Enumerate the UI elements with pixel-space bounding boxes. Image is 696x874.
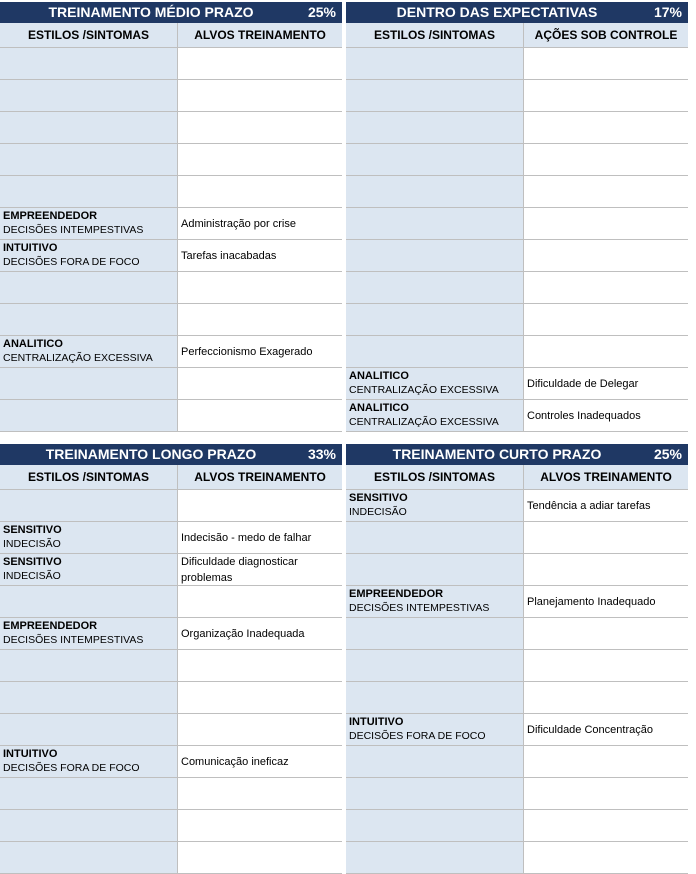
target-cell <box>178 240 342 271</box>
target-cell <box>524 368 688 399</box>
symptom-text: DECISÕES FORA DE FOCO <box>349 730 486 742</box>
style-name: ANALITICO <box>349 370 409 382</box>
target-cell <box>524 490 688 521</box>
table-row <box>346 682 688 714</box>
target-cell <box>178 746 342 777</box>
target-cell <box>524 554 688 585</box>
style-symptom-cell <box>346 522 524 553</box>
table-row <box>0 554 342 586</box>
style-name: EMPREENDEDOR <box>3 620 98 632</box>
style-symptom-cell <box>0 682 178 713</box>
target-cell <box>178 112 342 143</box>
column-header-row <box>346 465 688 490</box>
table-row <box>346 304 688 336</box>
symptom-text: DECISÕES FORA DE FOCO <box>3 762 140 774</box>
column-header-row <box>0 23 342 48</box>
style-symptom-cell <box>346 810 524 841</box>
table-row <box>346 336 688 368</box>
style-name: SENSITIVO <box>349 492 408 504</box>
style-name: INTUITIVO <box>349 716 404 728</box>
column-header-row <box>0 465 342 490</box>
panel-within-expectations <box>346 2 688 432</box>
style-symptom-cell <box>346 176 524 207</box>
target-cell <box>178 176 342 207</box>
style-symptom-cell <box>0 490 178 521</box>
style-name: INTUITIVO <box>3 748 58 760</box>
target-cell <box>524 714 688 745</box>
style-name: ANALITICO <box>349 402 409 414</box>
style-symptom-cell <box>0 400 178 431</box>
column-header-styles: ESTILOS /SINTOMAS <box>0 23 178 47</box>
panel-percent: 25% <box>653 446 682 462</box>
target-cell <box>178 272 342 303</box>
style-symptom-cell <box>0 618 178 649</box>
panel-percent: 25% <box>307 4 336 20</box>
target-cell <box>524 842 688 873</box>
panel-percent: 17% <box>653 4 682 20</box>
style-symptom-cell <box>346 272 524 303</box>
target-cell <box>524 336 688 367</box>
target-cell <box>524 144 688 175</box>
panel-title: TREINAMENTO LONGO PRAZO <box>45 446 257 462</box>
target-cell <box>524 112 688 143</box>
table-row <box>346 144 688 176</box>
table-row <box>0 746 342 778</box>
style-symptom-cell <box>0 208 178 239</box>
target-cell <box>524 650 688 681</box>
table-row <box>0 176 342 208</box>
target-cell <box>524 176 688 207</box>
symptom-text: CENTRALIZAÇÃO EXCESSIVA <box>349 384 499 396</box>
style-symptom-cell <box>0 112 178 143</box>
symptom-text: CENTRALIZAÇÃO EXCESSIVA <box>3 352 153 364</box>
panel-long-term-training <box>0 444 342 874</box>
style-symptom-cell <box>346 48 524 79</box>
style-symptom-cell <box>346 586 524 617</box>
panel-medium-term-training <box>0 2 342 432</box>
target-cell <box>524 746 688 777</box>
symptom-text: INDECISÃO <box>3 570 61 582</box>
target-cell <box>524 400 688 431</box>
target-cell <box>178 490 342 521</box>
target-text: Planejamento Inadequado <box>527 595 656 608</box>
column-header-row <box>346 23 688 48</box>
style-symptom-cell <box>346 682 524 713</box>
style-symptom-cell <box>0 272 178 303</box>
table-row <box>346 240 688 272</box>
style-symptom-cell <box>0 240 178 271</box>
table-row <box>346 208 688 240</box>
table-row <box>346 80 688 112</box>
panel-title: DENTRO DAS EXPECTATIVAS <box>396 4 598 20</box>
table-row <box>346 810 688 842</box>
panel-title-bar <box>0 444 342 465</box>
style-name: EMPREENDEDOR <box>349 588 444 600</box>
style-symptom-cell <box>346 112 524 143</box>
target-text: Comunicação ineficaz <box>181 755 289 768</box>
column-header-targets: ALVOS TREINAMENTO <box>194 470 326 484</box>
target-cell <box>178 682 342 713</box>
style-symptom-cell <box>0 80 178 111</box>
style-symptom-cell <box>0 176 178 207</box>
table-row <box>0 272 342 304</box>
style-symptom-cell <box>0 304 178 335</box>
target-cell <box>178 368 342 399</box>
panel-title: TREINAMENTO CURTO PRAZO <box>392 446 602 462</box>
style-symptom-cell <box>0 810 178 841</box>
style-name: ANALITICO <box>3 338 63 350</box>
table-row <box>0 240 342 272</box>
target-cell <box>524 778 688 809</box>
target-cell <box>178 778 342 809</box>
target-cell <box>178 336 342 367</box>
style-symptom-cell <box>0 336 178 367</box>
table-row <box>0 336 342 368</box>
panel-title-bar <box>346 2 688 23</box>
table-row <box>346 554 688 586</box>
symptom-text: DECISÕES INTEMPESTIVAS <box>349 602 490 614</box>
target-cell <box>524 240 688 271</box>
column-header-styles: ESTILOS /SINTOMAS <box>346 465 524 489</box>
table-row <box>0 522 342 554</box>
style-symptom-cell <box>0 48 178 79</box>
style-symptom-cell <box>346 80 524 111</box>
symptom-text: INDECISÃO <box>349 506 407 518</box>
target-text: Controles Inadequados <box>527 409 641 422</box>
panel-percent: 33% <box>307 446 336 462</box>
column-header-styles: ESTILOS /SINTOMAS <box>0 465 178 489</box>
style-name: SENSITIVO <box>3 556 62 568</box>
column-header-targets: ALVOS TREINAMENTO <box>194 28 326 42</box>
target-text: Dificuldade Concentração <box>527 723 653 736</box>
table-row <box>0 618 342 650</box>
table-row <box>0 586 342 618</box>
style-symptom-cell <box>0 554 178 585</box>
table-row <box>346 48 688 80</box>
target-cell <box>524 80 688 111</box>
target-cell <box>178 144 342 175</box>
target-text: Tarefas inacabadas <box>181 249 277 262</box>
target-cell <box>178 554 342 585</box>
style-symptom-cell <box>346 400 524 431</box>
style-symptom-cell <box>346 650 524 681</box>
target-text: Administração por crise <box>181 217 296 230</box>
style-symptom-cell <box>346 304 524 335</box>
column-header-styles: ESTILOS /SINTOMAS <box>346 23 524 47</box>
target-cell <box>178 304 342 335</box>
symptom-text: CENTRALIZAÇÃO EXCESSIVA <box>349 416 499 428</box>
table-row <box>346 272 688 304</box>
panel-title: TREINAMENTO MÉDIO PRAZO <box>48 4 254 20</box>
target-cell <box>178 618 342 649</box>
style-symptom-cell <box>0 586 178 617</box>
style-symptom-cell <box>346 554 524 585</box>
table-row <box>346 400 688 432</box>
target-cell <box>178 586 342 617</box>
style-name: SENSITIVO <box>3 524 62 536</box>
symptom-text: DECISÕES FORA DE FOCO <box>3 256 140 268</box>
table-row <box>346 368 688 400</box>
style-symptom-cell <box>346 746 524 777</box>
table-row <box>0 778 342 810</box>
target-text: Dificuldade diagnosticar problemas <box>181 555 298 584</box>
style-symptom-cell <box>0 778 178 809</box>
table-row <box>346 586 688 618</box>
style-symptom-cell <box>346 336 524 367</box>
target-cell <box>178 48 342 79</box>
target-cell <box>178 208 342 239</box>
style-symptom-cell <box>346 842 524 873</box>
table-row <box>346 490 688 522</box>
table-row <box>346 746 688 778</box>
target-cell <box>178 650 342 681</box>
table-row <box>346 618 688 650</box>
table-row <box>0 208 342 240</box>
style-symptom-cell <box>346 368 524 399</box>
table-row <box>0 842 342 874</box>
table-row <box>0 80 342 112</box>
style-symptom-cell <box>0 144 178 175</box>
target-cell <box>524 208 688 239</box>
target-text: Dificuldade de Delegar <box>527 377 639 390</box>
table-row <box>346 778 688 810</box>
target-cell <box>524 48 688 79</box>
style-symptom-cell <box>0 842 178 873</box>
style-name: EMPREENDEDOR <box>3 210 98 222</box>
target-cell <box>178 400 342 431</box>
table-row <box>0 650 342 682</box>
table-row <box>346 842 688 874</box>
target-text: Perfeccionismo Exagerado <box>181 345 313 358</box>
style-symptom-cell <box>346 240 524 271</box>
table-row <box>0 682 342 714</box>
target-cell <box>524 586 688 617</box>
target-cell <box>524 522 688 553</box>
table-row <box>346 176 688 208</box>
style-symptom-cell <box>0 714 178 745</box>
column-header-targets: AÇÕES SOB CONTROLE <box>534 28 678 42</box>
target-cell <box>178 522 342 553</box>
table-row <box>0 48 342 80</box>
target-text: Indecisão - medo de falhar <box>181 531 312 544</box>
target-cell <box>524 304 688 335</box>
table-row <box>346 112 688 144</box>
target-cell <box>524 810 688 841</box>
target-cell <box>178 810 342 841</box>
panel-short-term-training <box>346 444 688 874</box>
target-cell <box>178 714 342 745</box>
table-row <box>0 112 342 144</box>
style-symptom-cell <box>346 490 524 521</box>
style-symptom-cell <box>346 618 524 649</box>
table-row <box>0 810 342 842</box>
table-row <box>0 714 342 746</box>
table-row <box>0 490 342 522</box>
table-row <box>0 304 342 336</box>
target-cell <box>524 618 688 649</box>
target-text: Organização Inadequada <box>181 627 305 640</box>
target-cell <box>178 842 342 873</box>
symptom-text: DECISÕES INTEMPESTIVAS <box>3 224 144 236</box>
table-row <box>346 714 688 746</box>
symptom-text: DECISÕES INTEMPESTIVAS <box>3 634 144 646</box>
panel-title-bar <box>346 444 688 465</box>
target-text: Tendência a adiar tarefas <box>527 499 651 512</box>
table-row <box>0 144 342 176</box>
style-symptom-cell <box>346 144 524 175</box>
table-row <box>0 368 342 400</box>
column-header-targets: ALVOS TREINAMENTO <box>540 470 672 484</box>
target-cell <box>178 80 342 111</box>
target-cell <box>524 682 688 713</box>
style-symptom-cell <box>346 778 524 809</box>
style-symptom-cell <box>0 746 178 777</box>
style-symptom-cell <box>0 368 178 399</box>
table-row <box>346 522 688 554</box>
style-symptom-cell <box>0 522 178 553</box>
style-symptom-cell <box>346 714 524 745</box>
table-row <box>0 400 342 432</box>
table-row <box>346 650 688 682</box>
panel-title-bar <box>0 2 342 23</box>
style-symptom-cell <box>346 208 524 239</box>
target-cell <box>524 272 688 303</box>
symptom-text: INDECISÃO <box>3 538 61 550</box>
style-symptom-cell <box>0 650 178 681</box>
style-name: INTUITIVO <box>3 242 58 254</box>
